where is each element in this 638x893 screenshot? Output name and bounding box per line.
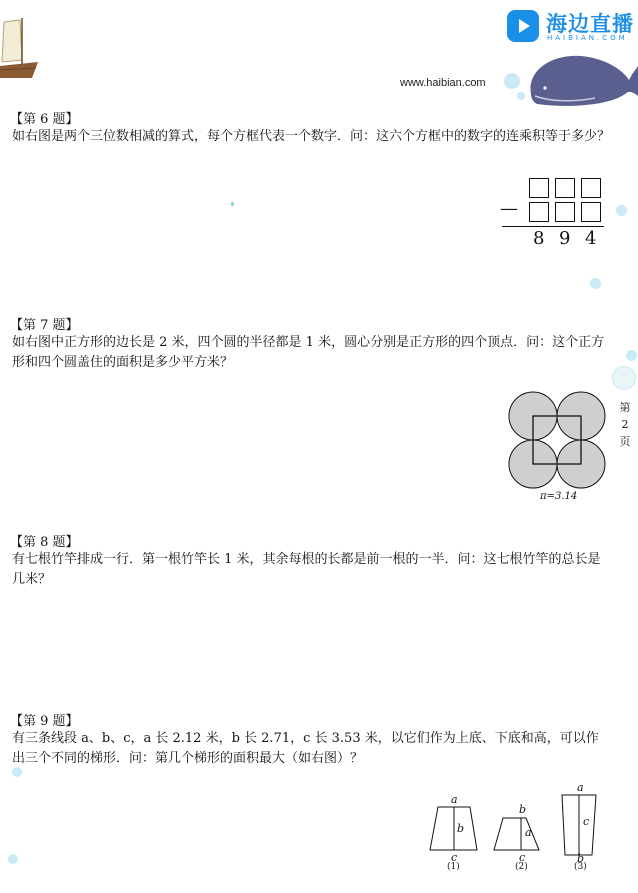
- circles-square-figure: [508, 391, 608, 491]
- trapezoid-1-number: (1): [447, 862, 460, 872]
- trapezoid-1-height-label: b: [457, 822, 465, 835]
- trapezoid-2-height-label: a: [525, 826, 532, 839]
- website-url: www.haibian.com: [400, 77, 486, 89]
- result-digit: 9: [559, 228, 571, 249]
- page-number-value: 2: [621, 418, 629, 431]
- brand-subtitle: HAIBIAN.COM: [547, 34, 628, 42]
- trapezoid-3-height-label: c: [583, 815, 590, 828]
- trapezoid-2-bottom-label: c: [519, 851, 526, 864]
- bubble-decoration: [517, 92, 525, 100]
- bubble-decoration: [8, 854, 18, 864]
- question-6-text: 如右图是两个三位数相减的算式，每个方框代表一个数字．问：这六个方框中的数字的连乘积等于多少？: [12, 129, 611, 144]
- question-7-title: 【第 7 题】: [10, 318, 79, 333]
- bubble-decoration: [504, 73, 520, 89]
- trapezoid-2-top-label: b: [519, 803, 527, 816]
- brand-name: 海边直播: [546, 12, 634, 36]
- question-6-title: 【第 6 题】: [10, 112, 79, 127]
- result-digit: 4: [585, 228, 597, 249]
- question-8-title: 【第 8 题】: [10, 535, 79, 550]
- trapezoid-1-bottom-label: c: [451, 851, 458, 864]
- trapezoid-3-top-label: a: [577, 781, 584, 794]
- minus-sign: —: [500, 198, 518, 219]
- play-logo-icon: [507, 10, 539, 42]
- answer-box: [581, 202, 601, 222]
- trapezoid-3-number: (3): [574, 862, 587, 872]
- pi-caption: π=3.14: [540, 491, 578, 502]
- subtraction-figure: [500, 176, 604, 252]
- result-digit: 8: [533, 228, 545, 249]
- question-7-text: 如右图中正方形的边长是 2 米，四个圆的半径都是 1 米，圆心分别是正方形的四个顶点．问：这个正方形和四个圆盖住的面积是多少平方米？: [12, 335, 605, 370]
- bubble-decoration: [590, 278, 601, 289]
- whale-icon: [525, 50, 638, 110]
- answer-box: [555, 202, 575, 222]
- trapezoid-2-number: (2): [515, 862, 528, 872]
- page-number: [618, 399, 632, 450]
- trapezoid-2: [494, 818, 539, 850]
- page-number-suffix: 页: [619, 435, 631, 448]
- answer-box: [529, 178, 549, 198]
- question-9-title: 【第 9 题】: [10, 714, 79, 729]
- trapezoid-3-bottom-label: b: [577, 852, 585, 865]
- trapezoid-1-top-label: a: [451, 793, 458, 806]
- sailboat-icon: [0, 18, 40, 82]
- question-8-text: 有七根竹竿排成一行．第一根竹竿长 1 米，其余每根的长都是前一根的一半．问：这七根竹竿的总长是几米？: [12, 552, 601, 587]
- answer-box: [529, 202, 549, 222]
- page-number-prefix: 第: [619, 401, 631, 414]
- bubble-decoration: [626, 350, 637, 361]
- answer-box: [581, 178, 601, 198]
- answer-box: [555, 178, 575, 198]
- bubble-decoration: [231, 202, 234, 206]
- bubble-decoration: [616, 205, 627, 216]
- bubble-decoration: [612, 366, 636, 390]
- question-9-text: 有三条线段 a、b、c，a 长 2.12 米，b 长 2.71，c 长 3.53 米，以它们作为上底、下底和高，可以作出三个不同的梯形．问：第几个梯形的面积最大（如右图）？: [12, 731, 599, 766]
